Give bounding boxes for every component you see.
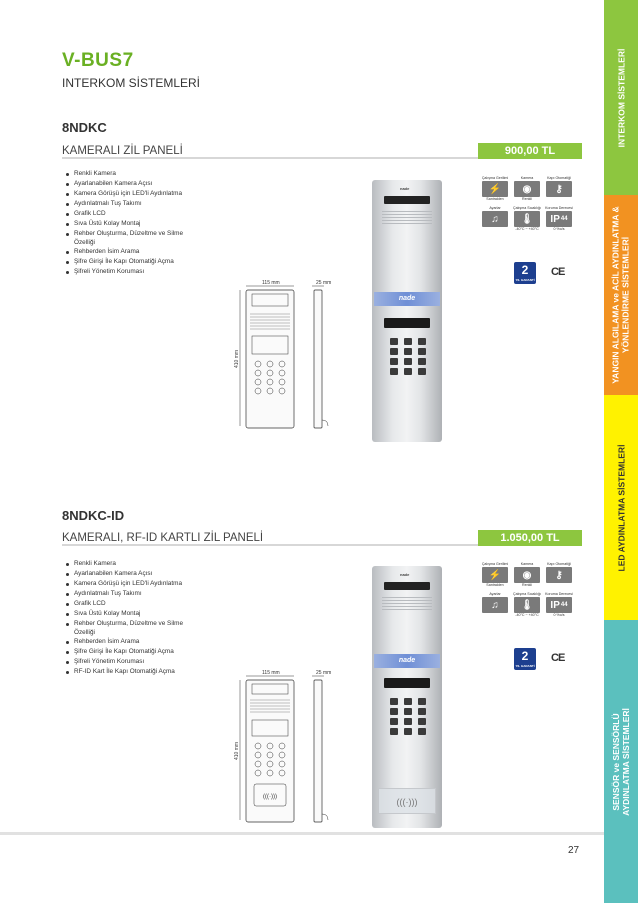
feature-item: Ayarlanabilen Kamera Açısı [66,570,196,579]
keypad [390,698,426,735]
category-tabs [604,0,638,903]
feature-item: Sıva Üstü Kolay Montaj [66,610,196,619]
dimension-height: 410 mm [234,741,241,761]
product-name: KAMERALI ZİL PANELİ [62,143,478,159]
key-icon: ⚷ [546,181,572,197]
dimension-depth: 25 mm [316,280,332,286]
feature-item: Kamera Görüşü için LED'li Aydınlatma [66,190,196,199]
tab-yangin[interactable] [604,195,638,395]
door-spec: Kapı Otomatiği ⚷ [544,176,574,197]
feature-item: Şifre Girişi İle Kapı Otomatiği Açma [66,648,196,657]
temperature-spec: Çalışma Sıcaklığı 🌡 -40°C ~ +40°C [513,592,541,617]
tab-sensor-label-line2: AYDINLATMA SİSTEMLERİ [621,707,632,816]
dimension-width: 115 mm [262,280,280,286]
camera-module [384,582,430,590]
panel-logo: nade [400,186,410,191]
voltage-spec: Çalışma Gerilimi ⚡ Santralden [481,562,509,587]
feature-list [66,170,196,278]
brand-title: V-BUS7 [62,50,134,71]
technical-drawing [232,668,352,828]
dimension-width: 115 mm [262,670,280,676]
dimension-height: 410 mm [234,349,241,369]
thermometer-icon: 🌡 [514,211,540,227]
panel-badge: nade [374,292,440,306]
tab-yangin-label-line1: YANGIN ALGILAMA ve ACİL AYDINLATMA & [611,206,622,384]
door-spec: Kapı Otomatiği ⚷ [544,562,574,583]
feature-item: Şifre Girişi İle Kapı Otomatiği Açma [66,258,196,267]
ip-rating-icon: IP 44 [546,211,572,227]
camera-module [384,196,430,204]
feature-item: Sıva Üstü Kolay Montaj [66,220,196,229]
product-bar [62,530,582,546]
temperature-spec: Çalışma Sıcaklığı 🌡 -40°C ~ +40°C [513,206,541,231]
product-name: KAMERALI, RF-ID KARTLI ZİL PANELİ [62,530,478,546]
feature-item: Renkli Kamera [66,170,196,179]
keypad [390,338,426,375]
tab-sensor-label-line1: SENSÖR ve SENSÖRLÜ [611,712,622,811]
warranty-badge: 2 YIL GARANTİ [515,263,535,282]
tab-sensor[interactable] [604,620,638,903]
ip-rating-icon: IP 44 [546,597,572,613]
page-number: 27 [568,845,580,856]
rfid-icon: (((·))) [396,797,418,807]
bell-icon: ♫ [482,211,508,227]
color-camera-icon: ◉ [514,181,540,197]
feature-item: Ayarlanabilen Kamera Açısı [66,180,196,189]
tab-led[interactable] [604,395,638,620]
feature-item: Aydınlatmalı Tuş Takımı [66,200,196,209]
panel-badge: nade [374,654,440,668]
ce-mark: CE [551,266,565,278]
feature-item: Renkli Kamera [66,560,196,569]
feature-item: Grafik LCD [66,600,196,609]
feature-list [66,560,196,678]
feature-item: Grafik LCD [66,210,196,219]
feature-item: Şifreli Yönetim Koruması [66,658,196,667]
feature-item: Aydınlatmalı Tuş Takımı [66,590,196,599]
settings-spec: Ayarlar ♫ [480,592,510,613]
feature-item: Rehber Oluşturma, Düzeltme ve Silme Özelliği [66,620,196,637]
protection-spec: Koruma Derecesi IP 44 0 %o/s [545,592,573,617]
speaker-grill [382,596,432,610]
feature-item: Şifreli Yönetim Koruması [66,268,196,277]
lightning-icon: ⚡ [482,181,508,197]
camera-spec: Kamera ◉ Renkli [512,176,542,202]
camera-spec: Kamera ◉ Renkli [512,562,542,588]
brand-subtitle: INTERKOM SİSTEMLERİ [62,76,201,90]
lcd-screen [384,318,430,328]
lcd-screen [384,678,430,688]
ce-mark: CE [551,652,565,664]
feature-item: Rehber Oluşturma, Düzeltme ve Silme Özelliği [66,230,196,247]
voltage-spec: Çalışma Gerilimi ⚡ Santralden [481,176,509,201]
protection-spec: Koruma Derecesi IP 44 0 %o/s [545,206,573,231]
speaker-grill [382,210,432,224]
key-icon: ⚷ [546,567,572,583]
panel-photo [372,566,442,828]
warranty-badge: 2 YIL GARANTİ [515,649,535,668]
tab-led-label: LED AYDINLATMA SİSTEMLERİ [616,444,626,571]
feature-item: RF-ID Kart İle Kapı Otomatiği Açma [66,668,196,677]
feature-item: Rehberden İsim Arama [66,638,196,647]
tab-yangin-label-line2: YÖNLENDİRME SİSTEMLERİ [621,236,632,354]
tab-interkom[interactable] [604,0,638,195]
product-price: 1.050,00 TL [478,530,582,546]
product-model: 8NDKC [62,120,107,135]
panel-photo [372,180,442,442]
technical-drawing [232,278,352,434]
product-bar [62,143,582,159]
thermometer-icon: 🌡 [514,597,540,613]
footer-divider [0,832,604,835]
svg-text:(((·))): (((·))) [263,794,277,800]
feature-item: Rehberden İsim Arama [66,248,196,257]
product-price: 900,00 TL [478,143,582,159]
color-camera-icon: ◉ [514,567,540,583]
settings-spec: Ayarlar ♫ [480,206,510,227]
dimension-depth: 25 mm [316,670,332,676]
feature-item: Kamera Görüşü için LED'li Aydınlatma [66,580,196,589]
bell-icon: ♫ [482,597,508,613]
lightning-icon: ⚡ [482,567,508,583]
tab-interkom-label: INTERKOM SİSTEMLERİ [616,48,627,147]
panel-logo: nade [400,572,410,577]
rfid-reader [378,788,436,814]
product-model: 8NDKC-ID [62,508,125,523]
